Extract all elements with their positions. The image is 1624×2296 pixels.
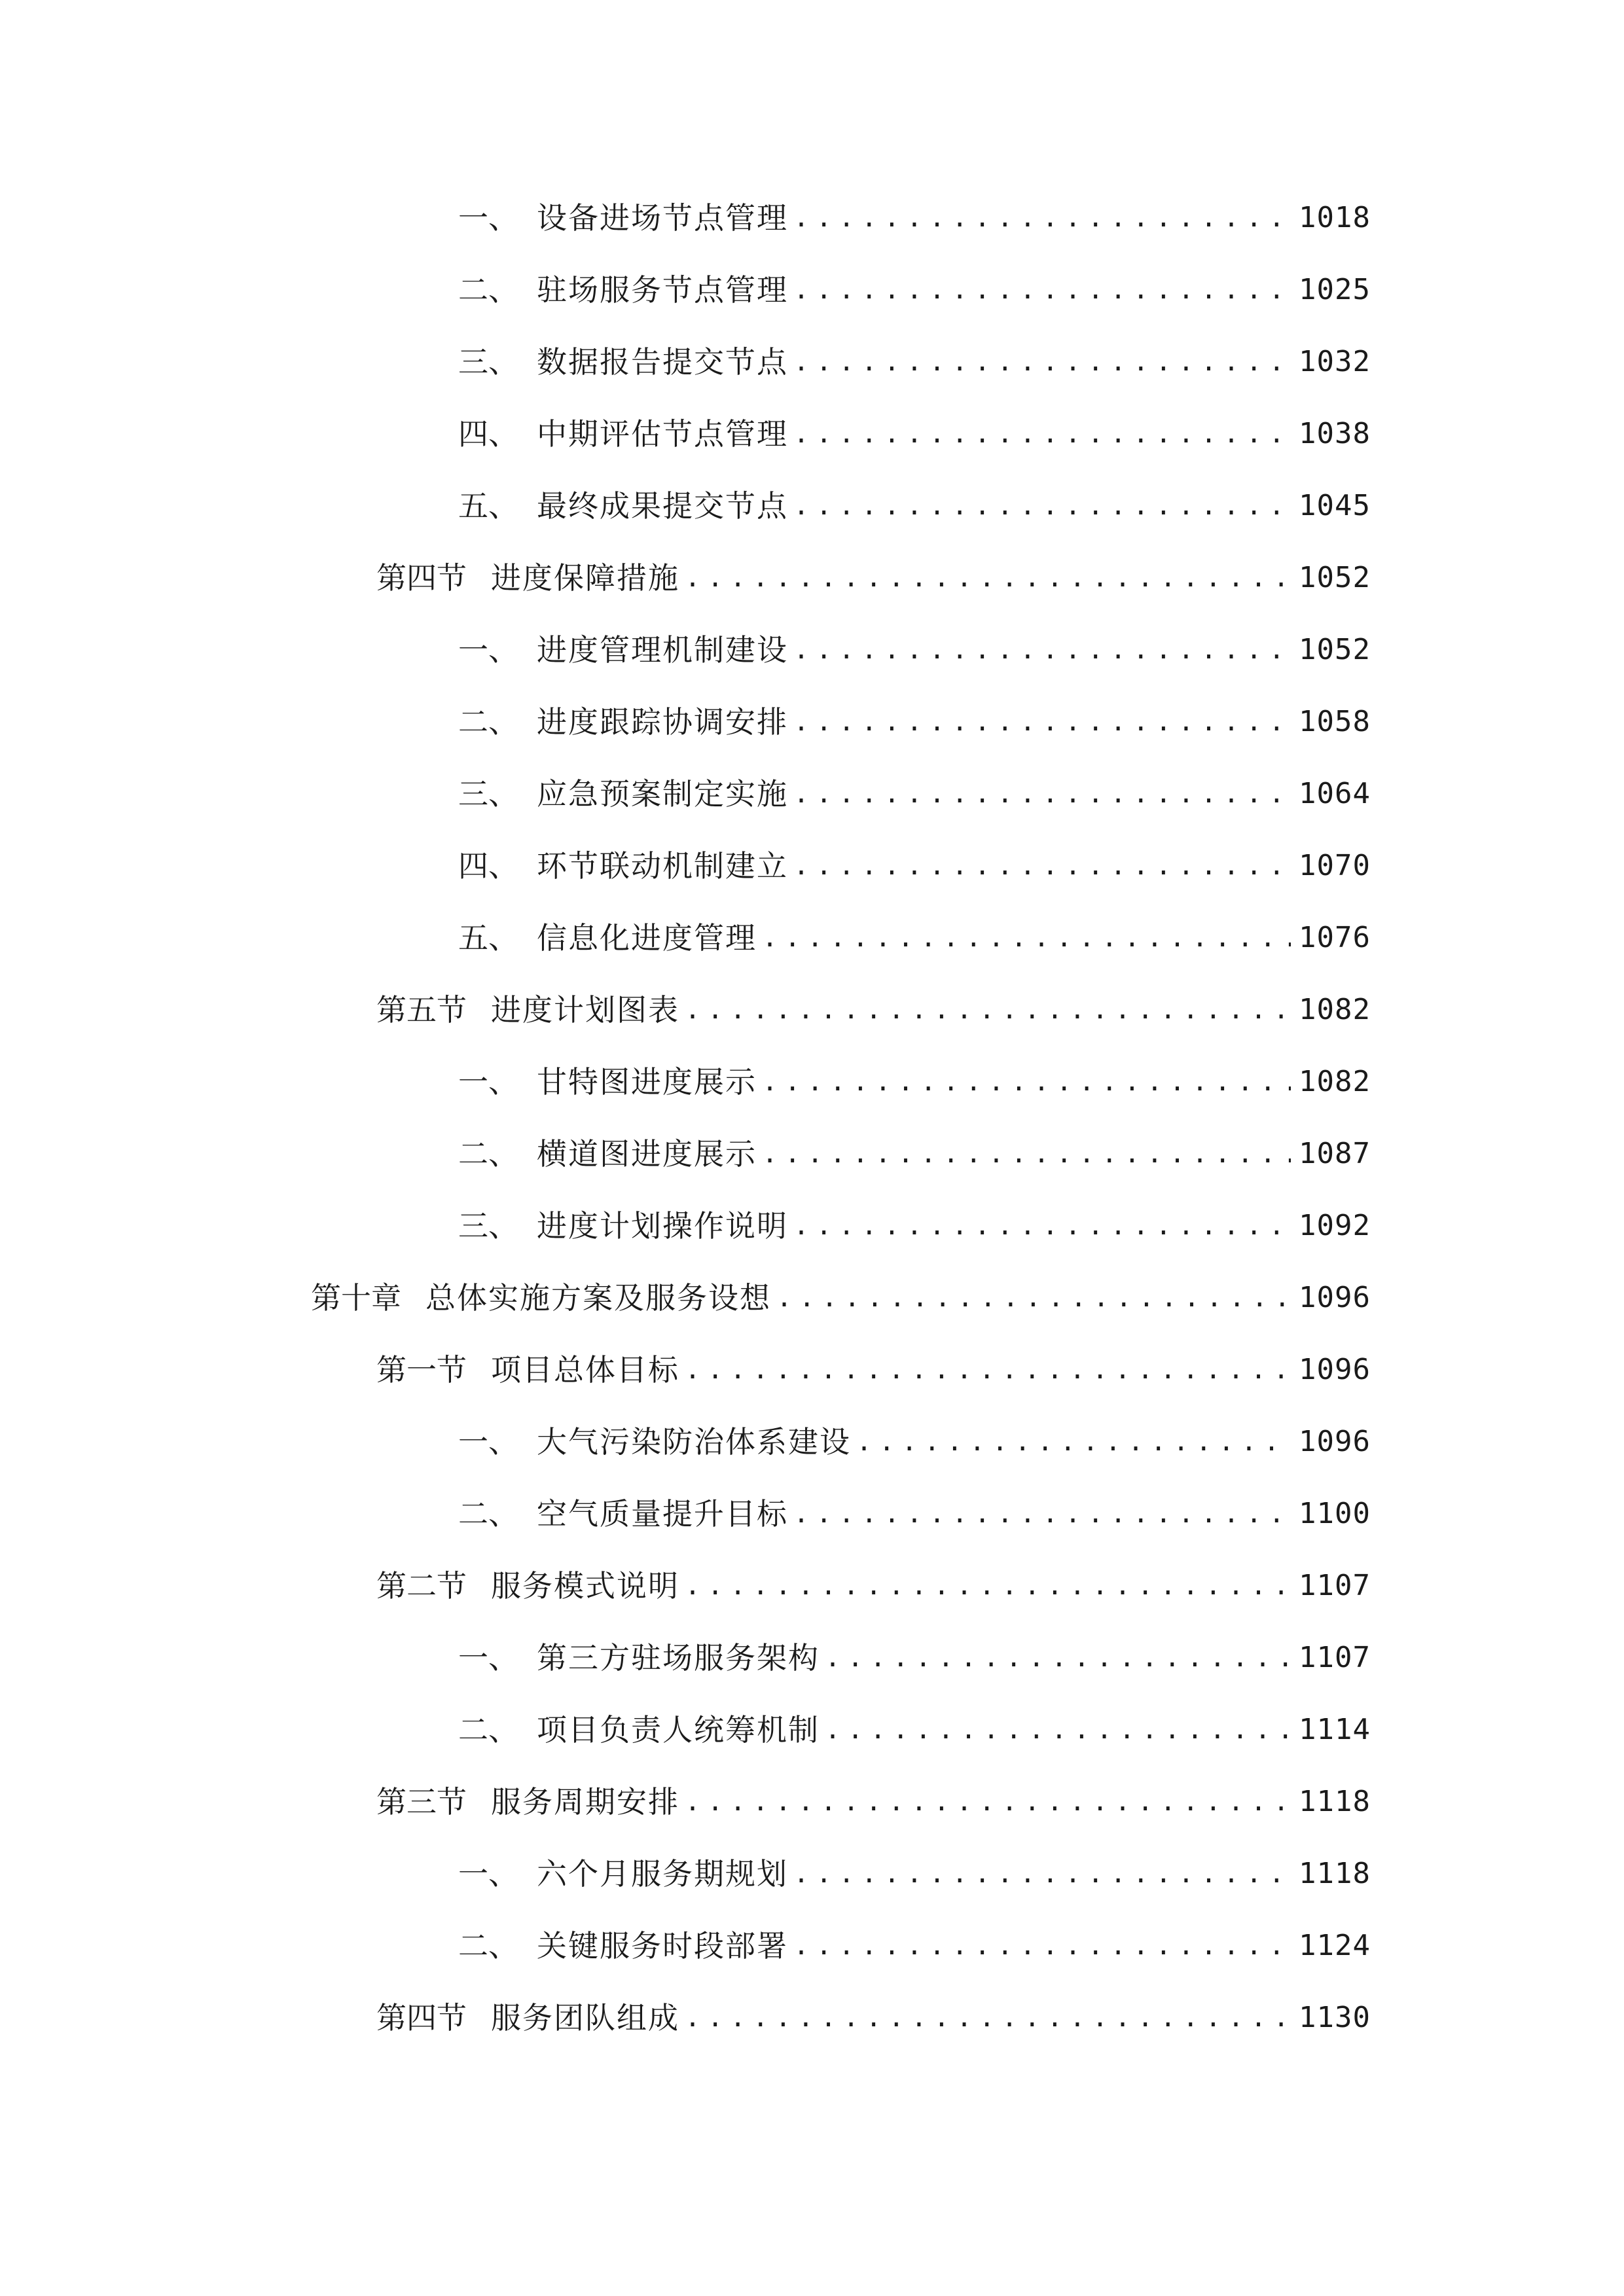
toc-entry-title: 空气质量提升目标 (537, 1496, 788, 1532)
toc-entry-title: 总体实施方案及服务设想 (425, 1280, 771, 1316)
toc-entry-title: 环节联动机制建立 (537, 848, 788, 884)
toc-dot-leader (762, 1056, 1291, 1108)
toc-entry-title: 甘特图进度展示 (537, 1064, 757, 1100)
toc-entry[interactable] (376, 984, 1371, 1036)
toc-dot-leader (793, 192, 1291, 244)
toc-entry-title: 六个月服务期规划 (537, 1856, 788, 1892)
toc-entry-title: 项目负责人统筹机制 (537, 1712, 820, 1748)
toc-dot-leader (776, 1272, 1291, 1324)
toc-entry-title: 数据报告提交节点 (537, 344, 788, 380)
toc-entry[interactable] (458, 624, 1371, 676)
toc-entry-page: 1052 (1299, 561, 1371, 594)
toc-entry[interactable] (458, 192, 1371, 244)
toc-dot-leader (793, 1848, 1291, 1900)
toc-entry[interactable] (376, 552, 1371, 604)
toc-entry[interactable] (458, 480, 1371, 532)
toc-entry-number: 四、 (458, 848, 518, 884)
toc-entry-title: 最终成果提交节点 (537, 488, 788, 524)
toc-entry[interactable] (458, 696, 1371, 748)
toc-entry-page: 1082 (1299, 993, 1371, 1026)
toc-entry-number: 第十章 (311, 1280, 401, 1316)
toc-entry-title: 大气污染防治体系建设 (537, 1424, 851, 1460)
toc-entry-page: 1107 (1299, 1641, 1371, 1674)
toc-entry-page: 1018 (1299, 201, 1371, 234)
toc-entry[interactable] (458, 408, 1371, 460)
toc-entry[interactable] (458, 1848, 1371, 1900)
toc-entry-page: 1092 (1299, 1209, 1371, 1242)
toc-entry[interactable] (376, 1776, 1371, 1828)
toc-entry[interactable] (458, 1488, 1371, 1540)
toc-entry-number: 第二节 (376, 1568, 467, 1604)
toc-entry-page: 1087 (1299, 1137, 1371, 1170)
toc-entry-page: 1076 (1299, 921, 1371, 954)
toc-entry-number: 一、 (458, 1856, 518, 1892)
toc-dot-leader (793, 336, 1291, 388)
toc-entry-title: 服务团队组成 (491, 2000, 679, 2036)
toc-entry-title: 驻场服务节点管理 (537, 272, 788, 308)
toc-dot-leader (856, 1416, 1291, 1468)
toc-dot-leader (793, 1488, 1291, 1540)
toc-dot-leader (793, 264, 1291, 316)
toc-entry-page: 1070 (1299, 849, 1371, 882)
toc-entry[interactable] (458, 1704, 1371, 1756)
toc-entry-page: 1100 (1299, 1497, 1371, 1530)
toc-entry-page: 1045 (1299, 489, 1371, 522)
toc-entry[interactable] (458, 1128, 1371, 1180)
toc-dot-leader (825, 1632, 1291, 1684)
toc-entry-title: 服务周期安排 (491, 1784, 679, 1820)
toc-entry-title: 中期评估节点管理 (537, 416, 788, 452)
toc-entry-page: 1130 (1299, 2001, 1371, 2034)
toc-entry-number: 二、 (458, 1928, 518, 1964)
toc-entry-number: 二、 (458, 272, 518, 308)
toc-entry[interactable] (376, 1560, 1371, 1612)
toc-entry-page: 1052 (1299, 633, 1371, 666)
toc-entry[interactable] (458, 264, 1371, 316)
toc-dot-leader (825, 1704, 1291, 1756)
toc-dot-leader (685, 1776, 1291, 1828)
toc-entry[interactable] (458, 1920, 1371, 1972)
toc-entry-page: 1058 (1299, 705, 1371, 738)
toc-entry-page: 1096 (1299, 1425, 1371, 1458)
toc-entry[interactable] (458, 336, 1371, 388)
toc-entry-number: 一、 (458, 1640, 518, 1676)
toc-entry-title: 服务模式说明 (491, 1568, 679, 1604)
toc-entry-page: 1025 (1299, 273, 1371, 306)
toc-entry-number: 三、 (458, 776, 518, 812)
toc-entry-number: 第四节 (376, 560, 467, 596)
toc-entry[interactable] (376, 1344, 1371, 1396)
toc-entry-page: 1096 (1299, 1281, 1371, 1314)
toc-entry-number: 二、 (458, 1496, 518, 1532)
toc-dot-leader (762, 912, 1291, 964)
toc-entry-title: 进度保障措施 (491, 560, 679, 596)
toc-entry-number: 五、 (458, 488, 518, 524)
toc-dot-leader (793, 840, 1291, 892)
toc-entry-number: 一、 (458, 200, 518, 236)
toc-entry[interactable] (458, 1200, 1371, 1252)
toc-entry-title: 第三方驻场服务架构 (537, 1640, 820, 1676)
toc-entry-title: 关键服务时段部署 (537, 1928, 788, 1964)
toc-entry-title: 进度计划图表 (491, 992, 679, 1028)
toc-entry[interactable] (458, 840, 1371, 892)
toc-entry-title: 项目总体目标 (491, 1352, 679, 1388)
toc-dot-leader (793, 1920, 1291, 1972)
toc-entry[interactable] (458, 1056, 1371, 1108)
toc-entry-number: 四、 (458, 416, 518, 452)
toc-entry-number: 三、 (458, 1208, 518, 1244)
toc-dot-leader (793, 696, 1291, 748)
toc-entry-page: 1082 (1299, 1065, 1371, 1098)
toc-dot-leader (685, 1344, 1291, 1396)
toc-entry-title: 进度跟踪协调安排 (537, 704, 788, 740)
toc-entry-number: 二、 (458, 1712, 518, 1748)
toc-entry-title: 横道图进度展示 (537, 1136, 757, 1172)
toc-entry-page: 1118 (1299, 1785, 1371, 1818)
toc-entry-page: 1064 (1299, 777, 1371, 810)
toc-entry-number: 第四节 (376, 2000, 467, 2036)
toc-entry-page: 1114 (1299, 1713, 1371, 1746)
toc-entry-page: 1107 (1299, 1569, 1371, 1602)
toc-entry[interactable] (458, 912, 1371, 964)
toc-entry-number: 第五节 (376, 992, 467, 1028)
toc-entry-title: 应急预案制定实施 (537, 776, 788, 812)
toc-entry-number: 第一节 (376, 1352, 467, 1388)
toc-dot-leader (685, 984, 1291, 1036)
toc-entry-number: 五、 (458, 920, 518, 956)
toc-entry-page: 1032 (1299, 345, 1371, 378)
toc-entry-number: 一、 (458, 632, 518, 668)
toc-entry-number: 一、 (458, 1424, 518, 1460)
toc-entry-page: 1124 (1299, 1929, 1371, 1962)
toc-entry-title: 进度计划操作说明 (537, 1208, 788, 1244)
toc-entry[interactable] (458, 768, 1371, 820)
toc-dot-leader (793, 408, 1291, 460)
toc-entry-page: 1038 (1299, 417, 1371, 450)
toc-entry[interactable] (458, 1416, 1371, 1468)
toc-entry-page: 1118 (1299, 1857, 1371, 1890)
toc-entry-title: 设备进场节点管理 (537, 200, 788, 236)
toc-entry-number: 二、 (458, 1136, 518, 1172)
toc-dot-leader (793, 1200, 1291, 1252)
toc-entry-number: 一、 (458, 1064, 518, 1100)
toc-dot-leader (685, 552, 1291, 604)
toc-entry-page: 1096 (1299, 1353, 1371, 1386)
toc-entry[interactable] (311, 1272, 1371, 1324)
toc-entry-number: 三、 (458, 344, 518, 380)
toc-entry[interactable] (376, 1992, 1371, 2044)
toc-dot-leader (793, 768, 1291, 820)
toc-entry[interactable] (458, 1632, 1371, 1684)
toc-entry-title: 信息化进度管理 (537, 920, 757, 956)
toc-dot-leader (685, 1992, 1291, 2044)
toc-dot-leader (685, 1560, 1291, 1612)
toc-entry-number: 二、 (458, 704, 518, 740)
toc-dot-leader (762, 1128, 1291, 1180)
toc-dot-leader (793, 624, 1291, 676)
toc-entry-number: 第三节 (376, 1784, 467, 1820)
toc-dot-leader (793, 480, 1291, 532)
toc-entry-title: 进度管理机制建设 (537, 632, 788, 668)
